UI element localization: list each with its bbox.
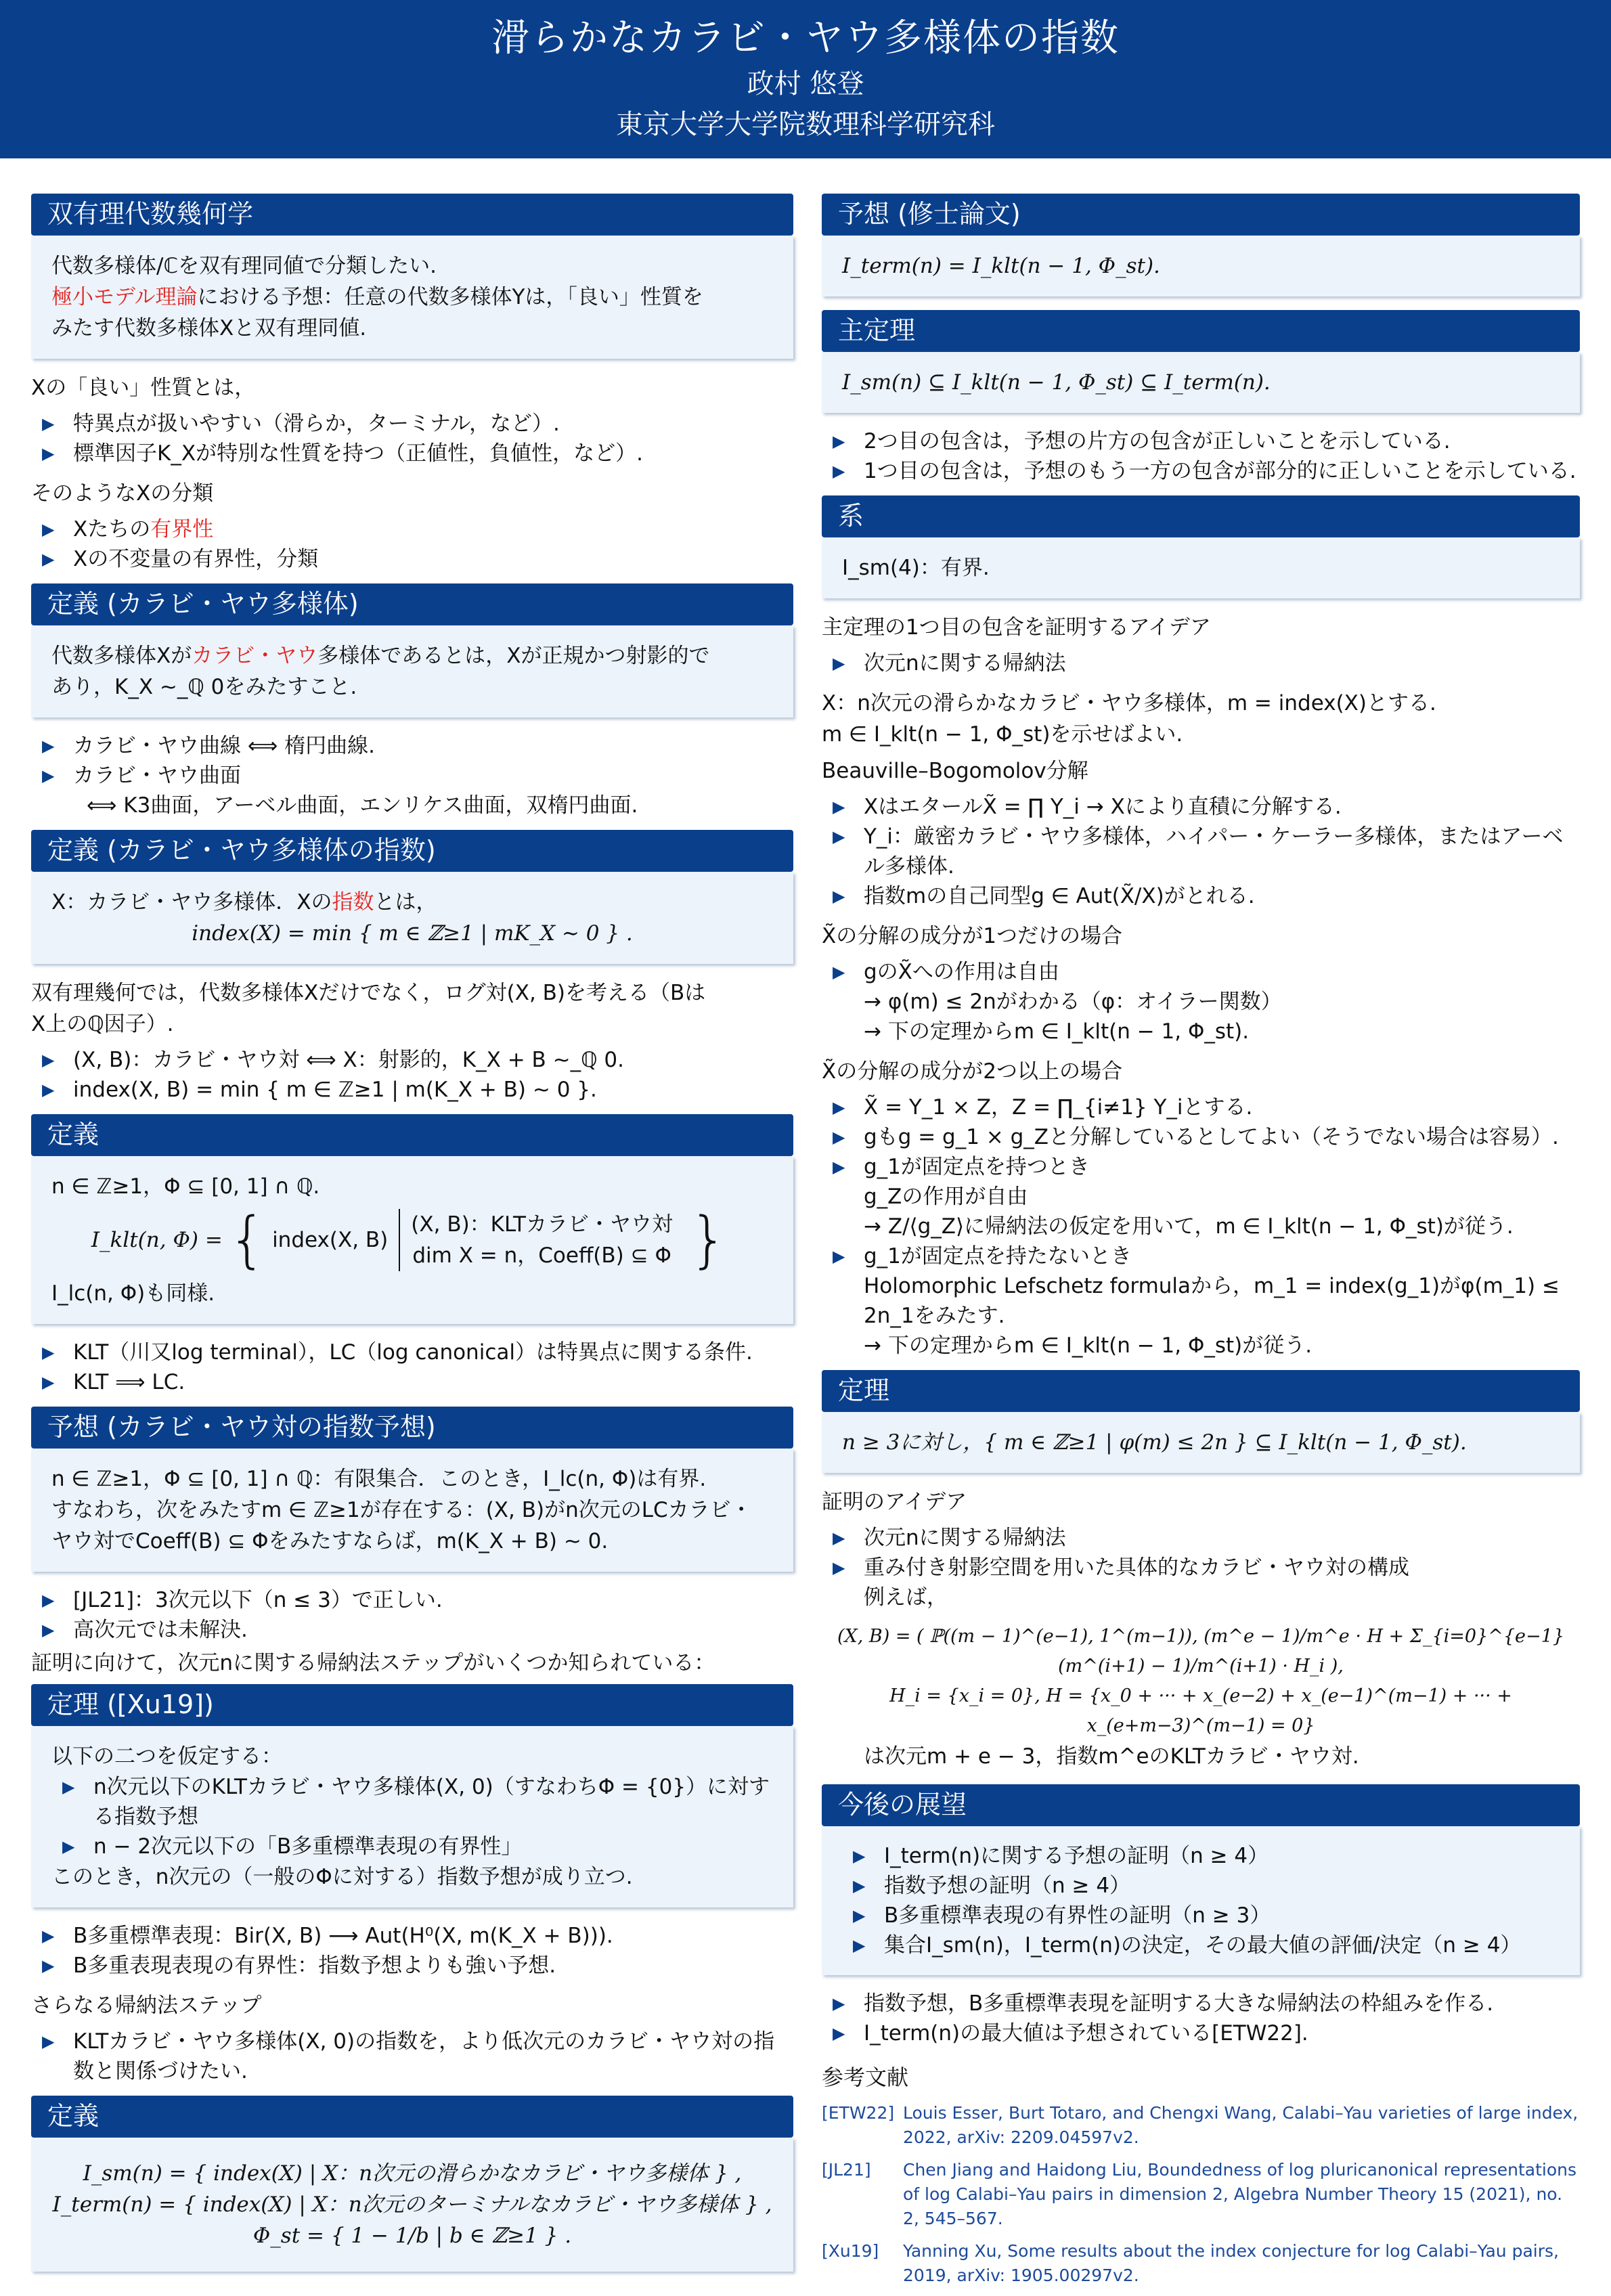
condition: (X, B)：KLTカラビ・ヤウ対 (411, 1212, 673, 1237)
list-continuation: → Z/⟨g_Z⟩に帰納法の仮定を用いて，m ∈ I_klt(n − 1, Φ_st)が従う. (864, 1214, 1514, 1239)
list-item: ▶ 高次元では未解決. (73, 1615, 793, 1645)
box-line: 代数多様体/ℂを双有理同値で分類したい. (51, 254, 437, 278)
paragraph: Beauville–Bogomolov分解 (822, 759, 1088, 783)
list-item: ▶ 特異点が扱いやすい（滑らか，ターミナル，など）. (73, 409, 793, 439)
box-line: I_lc(n, Φ)も同様. (51, 1281, 215, 1306)
formula: H_i = {x_i = 0}, H = {x_0 + ··· + x_(e−2) + x_(e−1)^(m−1) + ··· + x_(e+m−3)^(m−1) = 0} (889, 1685, 1512, 1736)
list-item: ▶ 次元nに関する帰納法 (864, 1523, 1580, 1553)
bullet-list (822, 1989, 1580, 2048)
formula: Φ_st = { 1 − 1/b | b ∈ ℤ≥1 } . (252, 2224, 572, 2248)
paragraph: 主定理の1つ目の包含を証明するアイデア (822, 615, 1211, 640)
bullet-list (822, 648, 1580, 678)
paragraph: は次元m + e − 3，指数m^eのKLTカラビ・ヤウ対. (864, 1744, 1359, 1769)
poster-author: 政村 悠登 (747, 68, 864, 100)
section-box (31, 625, 793, 718)
paragraph: X上のℚ因子）. (31, 1012, 174, 1036)
reference-item (822, 2158, 1580, 2231)
section-heading: 定義 (31, 1114, 793, 1156)
paragraph: X：n次元の滑らかなカラビ・ヤウ多様体，m = index(X)とする. (822, 691, 1436, 715)
section-heading: 予想 (カラビ・ヤウ対の指数予想) (31, 1407, 793, 1449)
list-continuation: → φ(m) ≤ 2nがわかる（φ：オイラー関数） (864, 990, 1282, 1014)
section-box (31, 1449, 793, 1572)
section-box: I_sm(n) ⊆ I_klt(n − 1, Φ_st) ⊆ I_term(n). (822, 352, 1580, 413)
text: Xたちの (73, 517, 151, 542)
bullet-list (31, 2027, 793, 2086)
section-box (31, 872, 793, 964)
list-item: ▶ 2つ目の包含は，予想の片方の包含が正しいことを示している. (864, 426, 1580, 456)
list-item: ▶ KLT ⟹ LC. (73, 1367, 793, 1397)
list-item: ▶ g_1が固定点を持つとき (864, 1152, 1580, 1182)
section-heading: 定義 (カラビ・ヤウ多様体の指数) (31, 830, 793, 872)
list-item: ▶ [JL21]：3次元以下（n ≤ 3）で正しい. (73, 1585, 793, 1615)
bullet-list (822, 792, 1580, 911)
reference-key: [JL21] (822, 2160, 871, 2180)
formula-lhs: I_klt(n, Φ) = (91, 1228, 223, 1252)
list-item: ▶ 集合I_sm(n)，I_term(n)の決定，その最大値の評価/決定（n ≥ 4） (884, 1930, 1560, 1960)
section-heading: 今後の展望 (822, 1784, 1580, 1826)
reference-item (822, 2239, 1580, 2288)
paragraph: m ∈ I_klt(n − 1, Φ_st)を示せばよい. (822, 722, 1183, 747)
bullet-list (31, 514, 793, 574)
paragraph: X̃の分解の成分が1つだけの場合 (822, 924, 1122, 948)
bullet-list (31, 1921, 793, 1981)
list-item: ▶ 指数予想，B多重標準表現を証明する大きな帰納法の枠組みを作る. (864, 1989, 1580, 2018)
list-item: ▶ Xの不変量の有界性，分類 (73, 544, 793, 574)
section-heading: 予想 (修士論文) (822, 194, 1580, 236)
paragraph: さらなる帰納法ステップ (31, 1993, 262, 2018)
text: X：カラビ・ヤウ多様体．Xの (51, 890, 332, 914)
section-box (31, 1726, 793, 1907)
list-continuation: ⟺ K3曲面，アーベル曲面，エンリケス曲面，双楕円曲面. (87, 793, 638, 818)
list-item: ▶ X̃ = Y_1 × Z，Z = ∏_{i≠1} Y_iとする. (864, 1092, 1580, 1122)
list-item: ▶ 重み付き射影空間を用いた具体的なカラビ・ヤウ対の構成 (864, 1553, 1580, 1583)
section-heading: 主定理 (822, 310, 1580, 352)
box-line: 以下の二つを仮定する： (51, 1744, 282, 1769)
formula-conditions (399, 1209, 673, 1271)
list-continuation: g_Zの作用が自由 (864, 1185, 1028, 1209)
highlight-text: 指数 (332, 890, 374, 914)
poster-header (0, 0, 1611, 158)
section-box (822, 1826, 1580, 1975)
section-heading: 定理 ([Xu19]) (31, 1684, 793, 1726)
set-formula (51, 1206, 773, 1274)
list-item: ▶ KLT（川又log terminal），LC（log canonical）は特異点に関する条件. (73, 1338, 793, 1367)
paragraph: X̃の分解の成分が2つ以上の場合 (822, 1059, 1122, 1084)
list-item: ▶ 次元nに関する帰納法 (864, 648, 1580, 678)
text: 多様体であるとは，Xが正規かつ射影的で (317, 644, 710, 668)
box-line: みたす代数多様体Xと双有理同値. (51, 316, 367, 340)
paragraph: Xの「良い」性質とは， (31, 376, 256, 400)
bullet-list (822, 1523, 1580, 1612)
brace-right: } (688, 1204, 728, 1275)
section-heading: 定義 (31, 2096, 793, 2138)
section-heading: 定理 (822, 1370, 1580, 1412)
references-heading: 参考文献 (822, 2065, 909, 2090)
list-continuation: Holomorphic Lefschetz formulaから，m_1 = index(g_1)がφ(m_1) ≤ 2n_1をみたす. (864, 1274, 1560, 1328)
list-item: ▶ gもg = g_1 × g_Zと分解しているとしてよい（そうでない場合は容易）. (864, 1122, 1580, 1152)
list-item: ▶ index(X, B) = min { m ∈ ℤ≥1 | m(K_X + B) ∼ 0 }. (73, 1075, 793, 1105)
paragraph: そのようなXの分類 (31, 481, 214, 506)
highlight-text: 有界性 (150, 517, 214, 542)
reference-key: [Xu19] (822, 2241, 879, 2261)
section-box: I_term(n) = I_klt(n − 1, Φ_st). (822, 236, 1580, 296)
left-column (31, 194, 793, 2285)
reference-key: [ETW22] (822, 2103, 895, 2123)
list-item: ▶ g_1が固定点を持たないとき (864, 1241, 1580, 1271)
section-box: n ≥ 3に対し，{ m ∈ ℤ≥1 | φ(m) ≤ 2n } ⊆ I_klt(n − 1, Φ_st). (822, 1412, 1580, 1473)
formula: I_sm(n) = { index(X) | X：n次元の滑らかなカラビ・ヤウ多様体 } , (83, 2161, 742, 2186)
bullet-list (31, 1338, 793, 1397)
list-item: ▶ gのX̃への作用は自由 (864, 957, 1580, 987)
box-line: このとき，n次元の（一般のΦに対する）指数予想が成り立つ. (51, 1865, 633, 1889)
box-line: n ∈ ℤ≥1，Φ ⊆ [0, 1] ∩ ℚ. (51, 1174, 320, 1199)
brace-left: { (227, 1204, 267, 1275)
reference-text: Yanning Xu, Some results about the index conjecture for log Calabi–Yau pairs, 2019, arXiv: 1905.00297v2. (903, 2241, 1559, 2285)
box-line: あり，K_X ∼_ℚ 0をみたすこと. (51, 675, 357, 699)
bullet-list (842, 1841, 1560, 1960)
section-heading: 系 (822, 495, 1580, 537)
section-box (31, 2138, 793, 2272)
list-item: ▶ 1つ目の包含は，予想のもう一方の包含が部分的に正しいことを示している. (864, 456, 1580, 486)
section-box (31, 1156, 793, 1324)
section-heading: 双有理代数幾何学 (31, 194, 793, 236)
list-continuation: → 下の定理からm ∈ I_klt(n − 1, Φ_st)が従う. (864, 1333, 1312, 1358)
list-continuation: → 下の定理からm ∈ I_klt(n − 1, Φ_st). (864, 1019, 1250, 1044)
formula-mid: index(X, B) (272, 1228, 389, 1252)
formula: I_term(n) = { index(X) | X：n次元のターミナルなカラビ・ヤウ多様体 } , (52, 2192, 772, 2217)
section-box: I_sm(4)：有界. (822, 537, 1580, 598)
list-item: ▶ (X, B)：カラビ・ヤウ対 ⟺ X：射影的，K_X + B ∼_ℚ 0. (73, 1045, 793, 1075)
bullet-list (822, 957, 1580, 1046)
paragraph: 証明のアイデア (822, 1490, 967, 1514)
list-item: ▶ KLTカラビ・ヤウ多様体(X, 0)の指数を，より低次元のカラビ・ヤウ対の指数と関係づけたい. (73, 2027, 793, 2086)
box-line: すなわち，次をみたすm ∈ ℤ≥1が存在する：(X, B)がn次元のLCカラビ・ (51, 1498, 752, 1522)
list-item: ▶ n − 2次元以下の「B多重標準表現の有界性」 (93, 1832, 773, 1861)
condition: dim X = n，Coeff(B) ⊆ Φ (412, 1243, 671, 1268)
list-item: ▶ B多重表現表現の有界性：指数予想よりも強い予想. (73, 1951, 793, 1981)
list-item: ▶ n次元以下のKLTカラビ・ヤウ多様体(X, 0)（すなわちΦ = {0}）に対する指数予想 (93, 1772, 773, 1832)
list-item: ▶ XはエタールX̃ = ∏ Y_i → Xにより直積に分解する. (864, 792, 1580, 822)
section-box (31, 236, 793, 359)
list-item: ▶ 指数mの自己同型g ∈ Aut(X̃/X)がとれる. (864, 881, 1580, 911)
list-item: ▶ Y_i：厳密カラビ・ヤウ多様体，ハイパー・ケーラー多様体，またはアーベル多様体. (864, 822, 1580, 881)
poster-institution: 東京大学大学院数理科学研究科 (616, 109, 995, 140)
paragraph: 双有理幾何では，代数多様体Xだけでなく，ログ対(X, B)を考える（Bは (31, 981, 706, 1005)
highlight-text: 極小モデル理論 (51, 285, 198, 309)
text: 代数多様体Xが (51, 644, 192, 668)
list-item: ▶ B多重標準表現：Bir(X, B) ⟶ Aut(H⁰(X, m(K_X + B))). (73, 1921, 793, 1951)
formula: (X, B) = ( ℙ((m − 1)^(e−1), 1^(m−1)), (m^e − 1)/m^e · H + Σ_{i=0}^{e−1} (m^(i+1) − 1)/m^(i+1) · H_i ), (837, 1626, 1565, 1677)
list-item: ▶ 指数予想の証明（n ≥ 4） (884, 1871, 1560, 1901)
list-item: ▶ I_term(n)の最大値は予想されている[ETW22]. (864, 2018, 1580, 2048)
bullet-list (822, 1092, 1580, 1361)
poster-title: 滑らかなカラビ・ヤウ多様体の指数 (491, 16, 1120, 60)
reference-text: Chen Jiang and Haidong Liu, Boundedness of log pluricanonical representations of log Calabi–Yau pairs in dimension 2, Algebra Number Theory 15 (2021), no. 2, 545–567. (903, 2160, 1577, 2228)
bullet-list (51, 1772, 773, 1861)
box-line: ヤウ対でCoeff(B) ⊆ Φをみたすならば，m(K_X + B) ∼ 0. (51, 1529, 609, 1553)
list-continuation: 例えば， (864, 1585, 948, 1610)
bullet-list (31, 731, 793, 820)
list-item: ▶ I_term(n)に関する予想の証明（n ≥ 4） (884, 1841, 1560, 1871)
reference-text: Louis Esser, Burt Totaro, and Chengxi Wang, Calabi–Yau varieties of large index, 2022, arXiv: 2209.04597v2. (903, 2103, 1579, 2147)
formula: index(X) = min { m ∈ ℤ≥1 | mK_X ∼ 0 } . (192, 921, 633, 946)
box-line (51, 887, 773, 918)
box-line: n ∈ ℤ≥1，Φ ⊆ [0, 1] ∩ ℚ：有限集合．このとき，I_lc(n, Φ)は有界. (51, 1467, 707, 1491)
bullet-list (31, 1045, 793, 1105)
section-heading: 定義 (カラビ・ヤウ多様体) (31, 583, 793, 625)
paragraph: 証明に向けて，次元nに関する帰納法ステップがいくつか知られている： (31, 1651, 715, 1675)
list-item (73, 514, 793, 544)
bullet-list (822, 426, 1580, 486)
list-item: ▶ カラビ・ヤウ曲線 ⟺ 楕円曲線. (73, 731, 793, 761)
reference-item (822, 2101, 1580, 2150)
right-column (822, 194, 1580, 2296)
bullet-list (31, 1585, 793, 1645)
text: における予想：任意の代数多様体Yは，「良い」性質を (197, 285, 703, 309)
list-item: ▶ 標準因子K_Xが特別な性質を持つ（正値性，負値性，など）. (73, 439, 793, 468)
box-line (51, 640, 773, 671)
list-item: ▶ B多重標準表現の有界性の証明（n ≥ 3） (884, 1901, 1560, 1930)
box-line (51, 282, 773, 313)
bullet-list (31, 409, 793, 468)
highlight-text: カラビ・ヤウ (192, 644, 318, 668)
text: とは， (374, 890, 437, 914)
list-item: ▶ カラビ・ヤウ曲面 (73, 761, 793, 791)
